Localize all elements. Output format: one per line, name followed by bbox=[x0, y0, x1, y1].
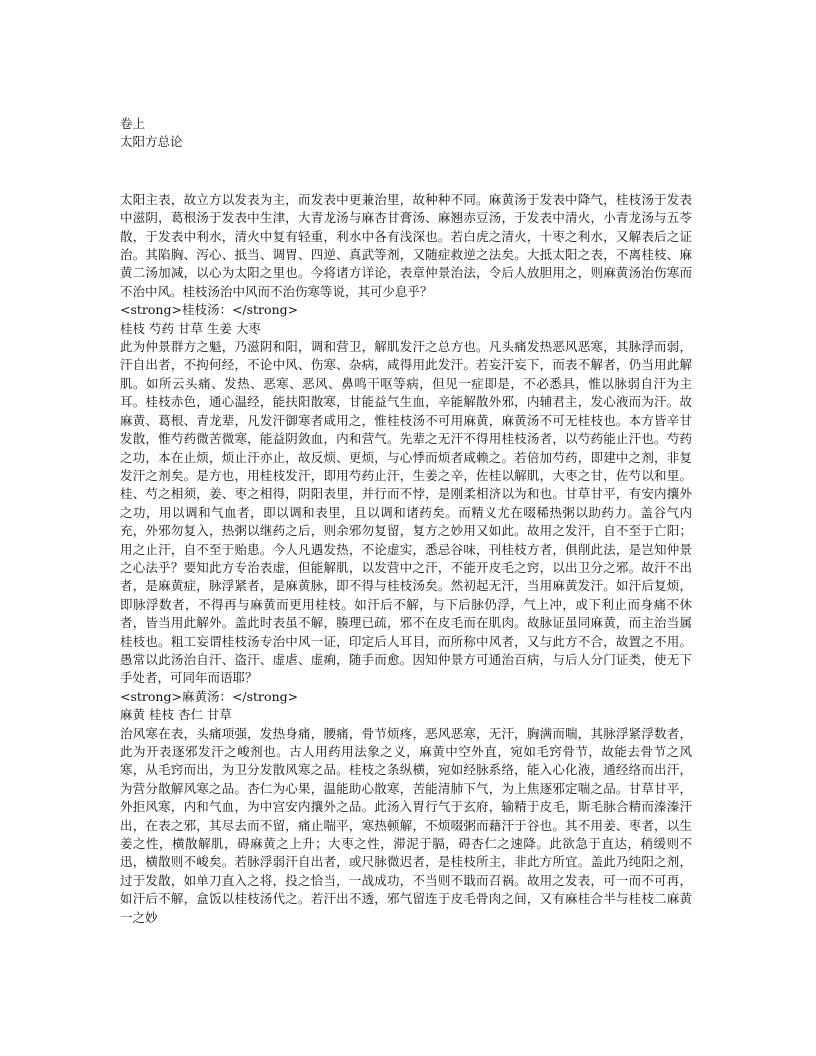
section-title: 太阳方总论 bbox=[120, 134, 183, 150]
document-page bbox=[120, 115, 692, 927]
formula-ingredients-guizhi: 桂枝 芍药 甘草 生姜 大枣 bbox=[120, 320, 261, 336]
intro-paragraph: 太阳主表，故立方以发表为主，而发表中更兼治里，故种种不同。麻黄汤于发表中降气，桂枝汤于发表中滋阴，葛根汤于发表中生津，大青龙汤与麻杏甘膏汤、麻翘赤豆汤，于发表中清火，小青龙汤与五苓散，于发表中利水，清火中复有轻重，利水中各有浅深也。若白虎之清火，十枣之利水，又解表后之证治。其陷胸、泻心、抵当、调胃、四逆、真武等剂，又随症救逆之法矣。大抵太阳之表，不离桂枝、麻黄二汤加减，以心为太阳之里也。今将诸方详论，表章仲景治法，令后人放胆用之，则麻黄汤治伤寒而不治中风。桂枝汤治中风而不治伤寒等说，其可少息乎？ bbox=[120, 191, 692, 299]
formula-heading-guizhi: <strong>桂枝汤：</strong> bbox=[120, 302, 299, 318]
formula-discussion-mahuang: 治风寒在表，头痛项强，发热身痛，腰痛，骨节烦疼，恶风恶寒，无汗，胸满而喘，其脉浮紧浮数者，此为开表逐邪发汗之峻剂也。古人用药用法象之义，麻黄中空外直，宛如毛窍骨节，故能去骨节之风寒，从毛窍而出，为卫分发散风寒之品。桂枝之条纵横，宛如经脉系络，能入心化液，通经络而出汗，为营分散解风寒之品。杏仁为心果，温能助心散寒，苦能清肺下气，为上焦逐邪定喘之品。甘草甘平，外拒风寒，内和气血，为中宫安内攘外之品。此汤入胃行气于玄府，输精于皮毛，斯毛脉合精而溱溱汗出，在表之邪，其尽去而不留，痛止喘平，寒热顿解，不烦啜粥而藉汗于谷也。其不用姜、枣者，以生姜之性，横散解肌，碍麻黄之上升；大枣之性，滞泥于膈，碍杏仁之速降。此欲急于直达，稍缓则不迅，横散则不峻矣。若脉浮弱汗自出者，或尺脉微迟者，是桂枝所主，非此方所宜。盖此乃纯阳之剂，过于发散，如单刀直入之将，投之恰当，一战成功，不当则不戢而召祸。故用之发表，可一而不可再，如汗后不解，盒饭以桂枝汤代之。若汗出不透，邪气留连于皮毛骨肉之间，又有麻桂合半与桂枝二麻黄一之妙 bbox=[120, 725, 692, 925]
volume-label: 卷上 bbox=[120, 116, 146, 131]
blank-gap bbox=[120, 152, 692, 191]
formula-ingredients-mahuang: 麻黄 桂枝 杏仁 甘草 bbox=[120, 707, 232, 723]
formula-discussion-guizhi: 此为仲景群方之魁，乃滋阴和阳，调和营卫，解肌发汗之总方也。凡头痛发热恶风恶寒，其脉浮而弱，汗自出者，不拘何经，不论中风、伤寒、杂病，咸得用此发汗。若妄汗妄下，而表不解者，仍当用此解肌。如所云头痛、发热、恶寒、恶风、鼻鸣干呕等病，但见一症即是，不必悉具，惟以脉弱自汗为主耳。桂枝赤色，通心温经，能扶阳散寒，甘能益气生血，辛能解散外邪，内辅君主，发心液而为汗。故麻黄、葛根、青龙辈，凡发汗御寒者咸用之，惟桂枝汤不可用麻黄，麻黄汤不可无桂枝也。本方皆辛甘发散，惟芍药微苦微寒，能益阴敛血，内和营气。先辈之无汗不得用桂枝汤者，以芍药能止汗也。芍药之功，本在止烦，烦止汗亦止，故反烦、更烦，与心悸而烦者咸赖之。若倍加芍药，即建中之剂，非复发汗之剂矣。是方也，用桂枝发汗，即用芍药止汗，生姜之辛，佐桂以解肌，大枣之甘，佐芍以和里。桂、芍之相须，姜、枣之相得，阴阳表里，并行而不悖，是刚柔相济以为和也。甘草甘平，有安内攘外之功，用以调和气血者，即以调和表里，且以调和诸药矣。而精义尤在啜稀热粥以助药力。盖谷气内充，外邪勿复入，热粥以继药之后，则余邪勿复留，复方之妙用又如此。故用之发汗，自不至于亡阳；用之止汗，自不至于贻患。今人凡遇发热，不论虚实，悉忌谷味，刊桂枝方者，俱削此法，是岂知仲景之心法乎？要知此方专治表虚，但能解肌，以发营中之汗，不能开皮毛之窍，以出卫分之邪。故汗不出者，是麻黄症，脉浮紧者，是麻黄脉，即不得与桂枝汤矣。然初起无汗，当用麻黄发汗。如汗后复烦，即脉浮数者，不得再与麻黄而更用桂枝。如汗后不解，与下后脉仍浮，气上冲，或下利止而身痛不休者，皆当用此解外。盖此时表虽不解，腠理已疏，邪不在皮毛而在肌肉。故脉证虽同麻黄，而主治当属桂枝也。粗工妄谓桂枝汤专治中风一证，印定后人耳目，而所称中风者，又与此方不合，故置之不用。愚常以此汤治自汗、盗汗、虚虐、虚痢，随手而愈。因知仲景方可通治百病，与后人分门证类，使无下手处者，可同年而语耶？ bbox=[120, 339, 692, 686]
formula-heading-mahuang: <strong>麻黄汤：</strong> bbox=[120, 688, 299, 704]
